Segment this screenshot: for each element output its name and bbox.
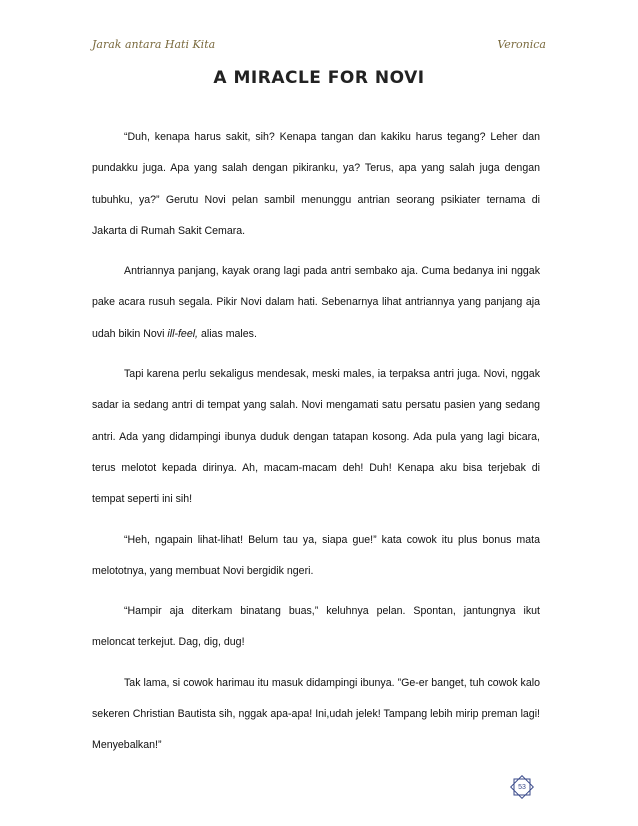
author-name: Veronica [497,38,546,51]
emphasis-text: ill-feel, [167,327,199,340]
page-number-badge [510,775,534,799]
paragraph: Tak lama, si cowok harimau itu masuk didampingi ibunya. ”Ge-er banget, tuh cowok kalo sekeren Christian Bautista sih, nggak apa-apa! Ini,udah jelek! Tampang lebih mirip preman lagi! Menyebalkan!” [92,676,540,752]
paragraph: “Duh, kenapa harus sakit, sih? Kenapa tangan dan kakiku harus tegang? Leher dan pundakku juga. Apa yang salah dengan pikiranku, ya? Terus, apa yang salah juga dengan tubuhku, ya?” Gerutu Novi pelan sambil menunggu antrian seorang psikiater ternama di Jakarta di Rumah Sakit Cemara. [92,131,540,237]
paragraph: “Hampir aja diterkam binatang buas,” keluhnya pelan. Spontan, jantungnya ikut meloncat terkejut. Dag, dig, dug! [92,605,540,649]
book-title: Jarak antara Hati Kita [92,38,216,51]
chapter-body [92,122,540,771]
paragraph: Tapi karena perlu sekaligus mendesak, meski males, ia terpaksa antri juga. Novi, nggak sadar ia sedang antri di tempat yang salah. Novi mengamati satu persatu pasien yang sedang antri. Ada yang didampingi ibunya duduk dengan tatapan kosong. Ada pula yang lagi bicara, terus melotot kepada dirinya. Ah, macam-macam deh! Duh! Kenapa aku bisa terjebak di tempat seperti ini sih! [92,368,540,506]
paragraph: Antriannya panjang, kayak orang lagi pada antri sembako aja. Cuma bedanya ini nggak pake acara rusuh segala. Pikir Novi dalam hati. Sebenarnya lihat antriannya yang panjang aja udah bikin Novi ill-feel, alias males. [92,265,540,340]
running-header [92,38,546,51]
chapter-title: A MIRACLE FOR NOVI [213,68,425,88]
paragraph: “Heh, ngapain lihat-lihat! Belum tau ya, siapa gue!” kata cowok itu plus bonus mata melototnya, yang membuat Novi bergidik ngeri. [92,533,540,577]
page-number: 53 [518,783,526,791]
